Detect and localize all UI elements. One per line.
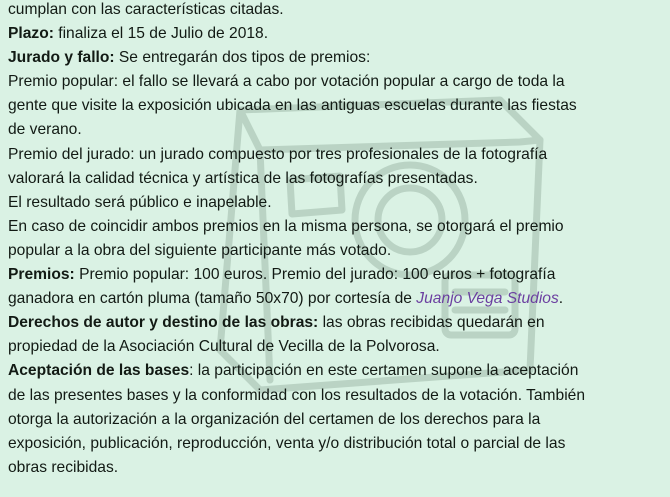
plazo-label: Plazo: — [8, 25, 54, 43]
coincidir-line-2: popular a la obra del siguiente participante más votado. — [8, 241, 392, 259]
jurado-text: Se entregarán dos tipos de premios: — [114, 49, 371, 67]
derechos-label: Derechos de autor y destino de las obras: — [8, 314, 319, 332]
premios-label: Premios: — [8, 266, 75, 284]
aceptacion-text: : la participación en este certamen supone la aceptación — [189, 362, 579, 380]
intro-line: cumplan con las características citadas. — [8, 1, 284, 18]
premios-suffix: . — [558, 290, 564, 308]
coincidir-line-1: En caso de coincidir ambos premios en la misma persona, se otorgará el premio — [8, 217, 564, 235]
jurado-premio-line-1: Premio del jurado: un jurado compuesto por tres profesionales de la fotografía — [8, 145, 548, 163]
premios-line-1 — [8, 263, 664, 287]
aceptacion-line-1 — [8, 359, 664, 383]
premios-text: Premio popular: 100 euros. Premio del jurado: 100 euros + fotografía — [74, 266, 556, 284]
aceptacion-line-5: obras recibidas. — [8, 458, 119, 476]
premios-line-2 — [8, 287, 664, 311]
aceptacion-label: Aceptación de las bases — [8, 362, 190, 380]
aceptacion-line-2: de las presentes bases y la conformidad con los resultados de la votación. También — [8, 386, 586, 404]
derechos-line-2: propiedad de la Asociación Cultural de Vecilla de la Polvorosa. — [8, 338, 440, 356]
jurado-label: Jurado y fallo: — [8, 49, 115, 67]
derechos-line-1 — [8, 311, 664, 335]
popular-line-1: Premio popular: el fallo se llevará a cabo por votación popular a cargo de toda la — [8, 73, 565, 91]
plazo-line — [8, 22, 664, 46]
derechos-text: las obras recibidas quedarán en — [318, 314, 545, 332]
resultado-line: El resultado será público e inapelable. — [8, 193, 272, 211]
studio-link[interactable]: Juanjo Vega Studios — [416, 290, 559, 308]
aceptacion-line-3: otorga la autorización a la organización del certamen de los derechos para la — [8, 410, 541, 428]
premios-prefix: ganadora en cartón pluma (tamaño 50x70) por cortesía de — [8, 290, 417, 308]
jurado-line — [8, 46, 664, 70]
bases-document — [8, 0, 664, 480]
aceptacion-line-4: exposición, publicación, reproducción, venta y/o distribución total o parcial de las — [8, 434, 566, 452]
plazo-text: finaliza el 15 de Julio de 2018. — [53, 25, 269, 43]
popular-line-2: gente que visite la exposición ubicada en las antiguas escuelas durante las fiestas — [8, 97, 577, 115]
popular-line-3: de verano. — [8, 121, 82, 139]
jurado-premio-line-2: valorará la calidad técnica y artística de las fotografías presentadas. — [8, 169, 478, 187]
